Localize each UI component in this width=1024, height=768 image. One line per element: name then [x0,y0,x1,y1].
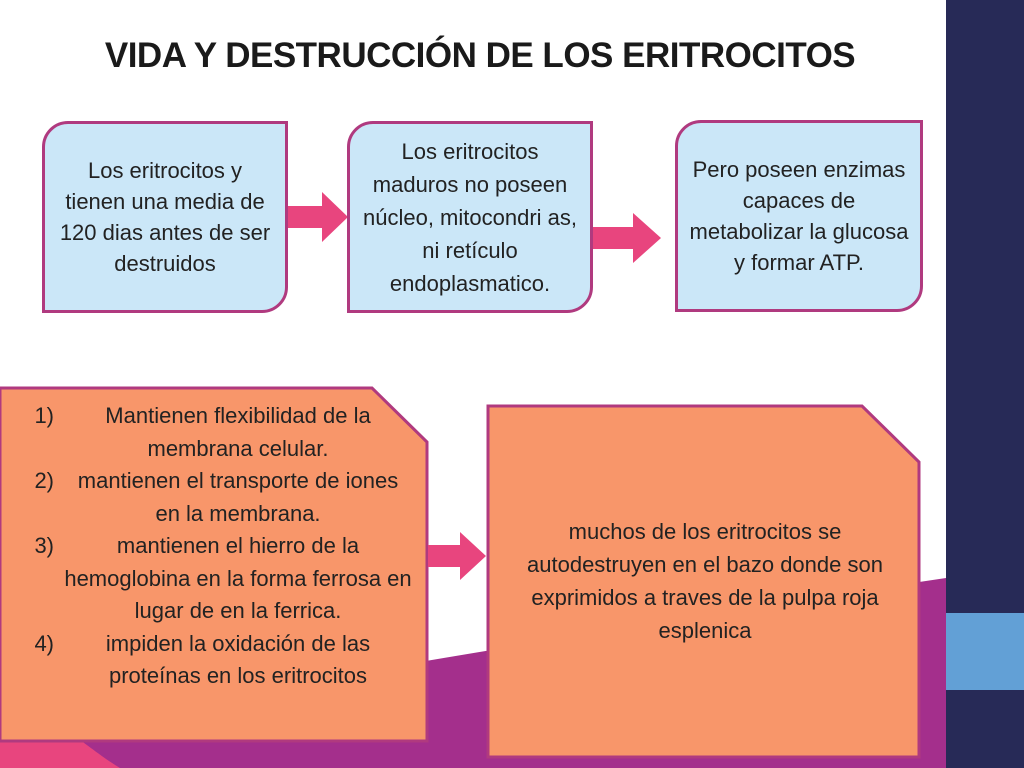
box-lifespan [42,121,288,313]
box-enzymes-text: Pero poseen enzimas capaces de metabolizar la glucosa y formar ATP. [689,157,909,275]
list-number: 2) [34,468,54,493]
list-text: mantienen el hierro de la hemoglobina en la forma ferrosa en lugar de en la ferrica. [64,533,412,623]
arrow-right-icon [428,532,488,580]
list-number: 4) [34,630,54,656]
list-number: 1) [34,403,54,428]
list-text: Mantienen flexibilidad de la membrana celular. [105,403,371,461]
arrow-right-icon [288,192,350,242]
list-item [12,400,412,465]
box-enzymes [675,120,923,312]
arrow-right-icon [593,213,663,263]
box-spleen-text: muchos de los eritrocitos se autodestruyen en el bazo donde son exprimidos a traves de la pulpa roja esplenica [527,519,883,643]
functions-list [12,400,412,730]
list-text: mantienen el transporte de iones en la membrana. [77,468,399,526]
list-item [12,465,412,530]
list-number: 3) [34,533,54,558]
box-mature-cells-text: Los eritrocitos maduros no poseen núcleo, mitocondri as, ni retículo endoplasmatico. [363,138,577,296]
list-item [12,628,412,693]
list-text: impiden la oxidación de las proteínas en los eritrocitos [105,630,371,688]
list-item [12,530,412,628]
side-accent [946,613,1024,690]
box-lifespan-text: Los eritrocitos y tienen una media de 120 dias antes de ser destruidos [59,158,271,276]
slide-title: VIDA Y DESTRUCCIÓN DE LOS ERITROCITOS [104,36,856,75]
box-mature-cells [347,121,593,313]
